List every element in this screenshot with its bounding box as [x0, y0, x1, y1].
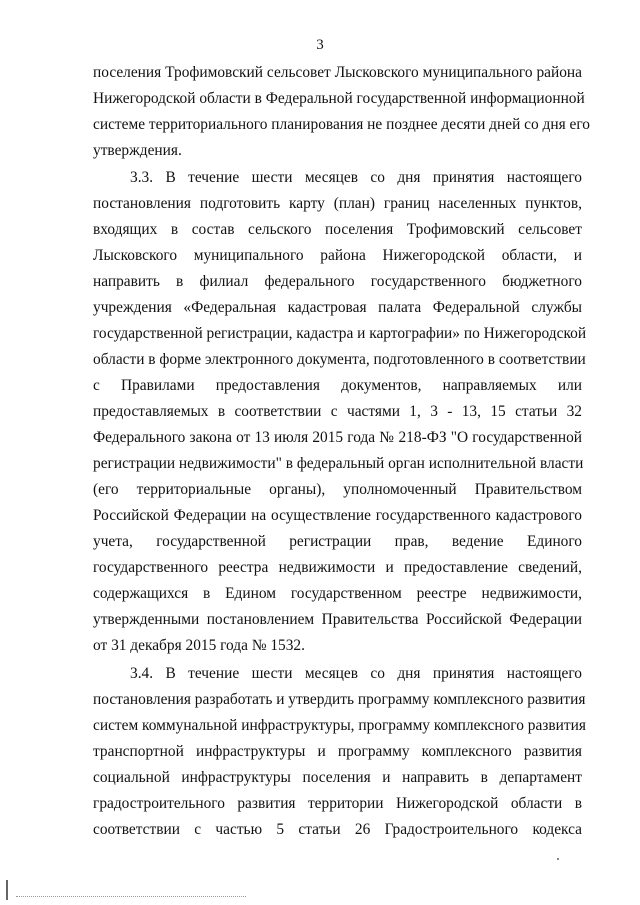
text-line: (его территориальные органы), уполномоченный Правительством — [93, 481, 582, 498]
text-line: Нижегородской области в Федеральной государственной информационной — [93, 90, 585, 107]
text-line: поселения Трофимовский сельсовет Лысковского муниципального района — [93, 64, 582, 81]
scan-margin-mark — [6, 880, 8, 900]
text-line: предоставляемых в соответствии с частями 1, 3 - 13, 15 статьи 32 — [93, 403, 582, 420]
text-line: Российской Федерации на осуществление государственного кадастрового — [93, 507, 582, 524]
scan-speck — [557, 858, 559, 860]
text-line: постановления разработать и утвердить программу комплексного развития — [93, 691, 586, 708]
text-line: Федерального закона от 13 июля 2015 года № 218-ФЗ "О государственной — [93, 429, 582, 446]
text-line: направить в филиал федерального государственного бюджетного — [93, 273, 582, 290]
text-line: систем коммунальной инфраструктуры, программу комплексного развития — [93, 717, 586, 734]
text-line: соответствии с частью 5 статьи 26 Градостроительного кодекса — [93, 821, 582, 838]
text-line: содержащихся в Едином государственном реестре недвижимости, — [93, 585, 582, 602]
text-line: государственной регистрации, кадастра и картографии» по Нижегородской — [93, 325, 587, 342]
text-line: транспортной инфраструктуры и программу комплексного развития — [93, 743, 582, 760]
scan-bottom-edge — [16, 896, 246, 897]
text-line: учета, государственной регистрации прав, ведение Единого — [93, 533, 582, 550]
text-line: Лысковского муниципального района Нижегородской области, и — [93, 247, 582, 264]
text-line: утверждения. — [93, 142, 182, 159]
paragraph-3-3-first-line: 3.3. В течение шести месяцев со дня принятия настоящего — [130, 169, 582, 186]
text-line: системе территориального планирования не позднее десяти дней со дня его — [93, 116, 590, 133]
text-line: постановления подготовить карту (план) границ населенных пунктов, — [93, 195, 582, 212]
text-line: учреждения «Федеральная кадастровая палата Федеральной службы — [93, 299, 582, 316]
text-line: входящих в состав сельского поселения Трофимовский сельсовет — [93, 221, 582, 238]
text-line: государственного реестра недвижимости и предоставление сведений, — [93, 559, 582, 576]
text-line: социальной инфраструктуры поселения и направить в департамент — [93, 769, 582, 786]
text-line: регистрации недвижимости" в федеральный орган исполнительной власти — [93, 455, 584, 472]
page-number: 3 — [316, 37, 324, 53]
text-line: области в форме электронного документа, подготовленного в соответствии — [93, 351, 586, 368]
text-line: градостроительного развития территории Нижегородской области в — [93, 795, 582, 812]
text-line: утвержденными постановлением Правительства Российской Федерации — [93, 611, 582, 628]
text-line: с Правилами предоставления документов, направляемых или — [93, 377, 582, 394]
text-line: от 31 декабря 2015 года № 1532. — [93, 637, 305, 654]
paragraph-3-4-first-line: 3.4. В течение шести месяцев со дня принятия настоящего — [130, 665, 582, 682]
